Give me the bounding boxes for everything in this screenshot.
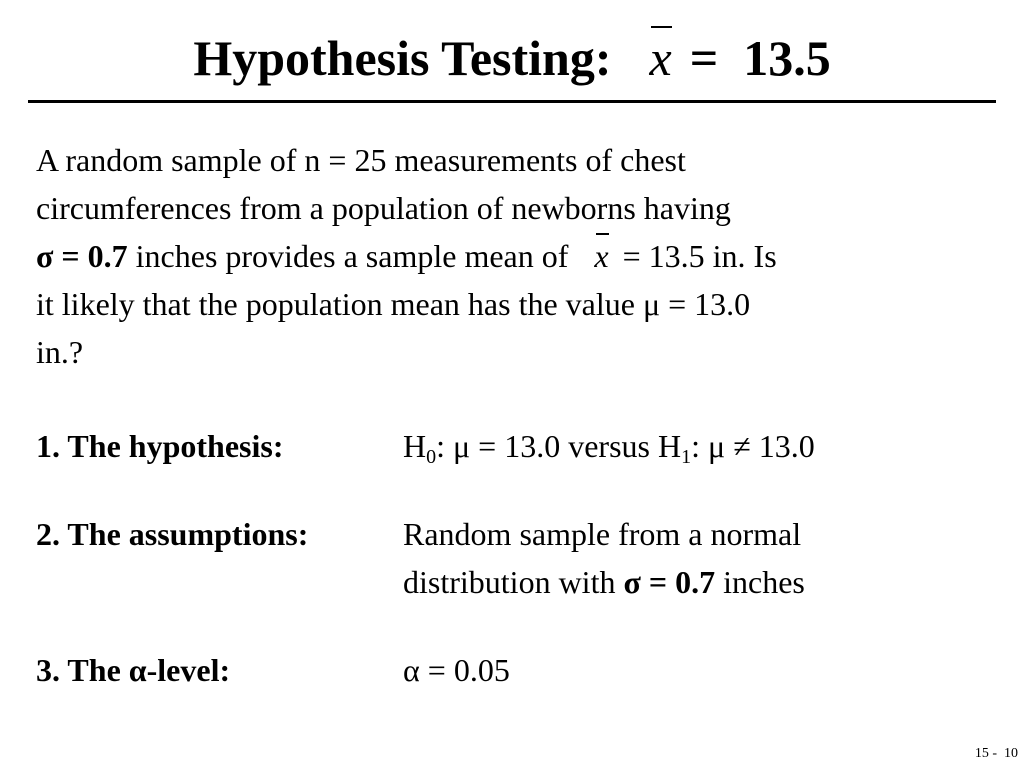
- title-divider: [28, 100, 996, 103]
- alpha-value: α = 0.05: [403, 652, 510, 688]
- sigma-value: σ = 0.7: [623, 564, 716, 600]
- problem-statement: [36, 136, 986, 376]
- step-label: 3. The α-level:: [36, 652, 231, 688]
- h1-text: : μ ≠ 13.0: [691, 428, 815, 464]
- step-label: 2. The assumptions:: [36, 516, 309, 552]
- problem-line-3: [36, 232, 986, 280]
- h0-text: : μ = 13.0 versus H: [436, 428, 682, 464]
- problem-line-5: in.?: [36, 334, 84, 370]
- problem-line-2: circumferences from a population of newborns having: [36, 190, 731, 226]
- problem-line-3-end: = 13.5 in. Is: [622, 238, 777, 274]
- h1-subscript: 1: [681, 446, 692, 468]
- assumptions-line-2-post: inches: [723, 564, 805, 600]
- hypothesis-statement: [403, 422, 993, 470]
- slide-number: 15 - 10: [974, 746, 1018, 761]
- sample-mean-symbol: x: [594, 232, 608, 280]
- title-prefix: Hypothesis Testing:: [193, 30, 612, 86]
- assumptions-line-1: Random sample from a normal: [403, 516, 802, 552]
- problem-line-1: A random sample of n = 25 measurements of chest: [36, 142, 686, 178]
- assumptions-line-2: [403, 558, 993, 606]
- sigma-value: σ = 0.7: [36, 238, 128, 274]
- title-value: 13.5: [743, 30, 831, 86]
- problem-line-3-mid: inches provides a sample mean of: [135, 238, 569, 274]
- slide-title: [0, 22, 1024, 94]
- x-bar-symbol: x: [649, 22, 671, 94]
- problem-line-4: it likely that the population mean has the value μ = 13.0: [36, 286, 751, 322]
- step-label: 1. The hypothesis:: [36, 428, 284, 464]
- h0-symbol: H: [403, 428, 427, 464]
- assumptions-line-2-pre: distribution with: [403, 564, 616, 600]
- assumptions-text: [403, 510, 993, 606]
- h0-subscript: 0: [426, 446, 437, 468]
- title-equals: =: [689, 30, 719, 86]
